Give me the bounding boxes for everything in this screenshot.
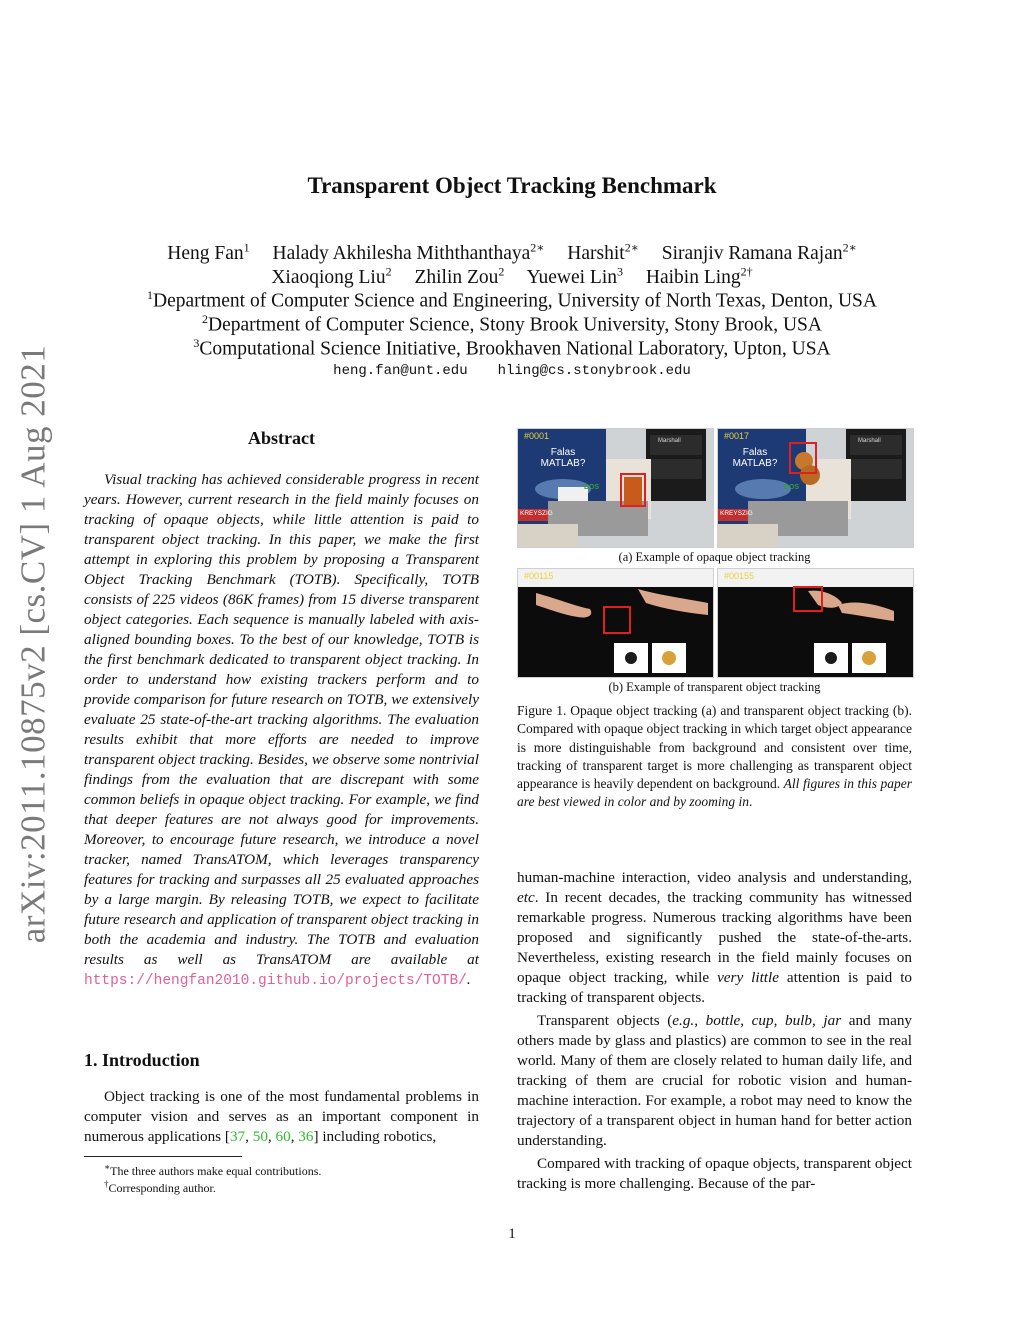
author: Zhilin Zou$^2$ bbox=[414, 264, 505, 288]
section-heading: 1. Introduction bbox=[84, 1050, 200, 1070]
project-link[interactable]: https://hengfan2010.github.io/projects/TOTB/ bbox=[84, 973, 467, 989]
author: Halady Akhilesha Miththanthaya$^{2∗}$ bbox=[272, 240, 545, 264]
arxiv-stamp bbox=[8, 344, 58, 943]
emails bbox=[0, 363, 1024, 379]
scene-text: Marshall bbox=[658, 438, 681, 444]
page-number: 1 bbox=[508, 1226, 516, 1242]
email[interactable]: heng.fan@unt.edu bbox=[333, 363, 468, 379]
citation-link[interactable]: 37 bbox=[229, 1128, 246, 1145]
arxiv-id: arXiv:2011.10875v2 [cs.CV] 1 Aug 2021 bbox=[13, 344, 53, 943]
author: Yuewei Lin$^3$ bbox=[526, 264, 624, 288]
affiliation: $^2$Department of Computer Science, Stony Brook University, Stony Brook, USA bbox=[201, 312, 822, 336]
footnote: †Corresponding author. bbox=[104, 1179, 216, 1195]
frame-id: #00115 bbox=[524, 571, 554, 581]
author: Xiaoqiong Liu$^2$ bbox=[271, 264, 392, 288]
scene-text: Marshall bbox=[858, 438, 881, 444]
citation-link[interactable]: 60 bbox=[275, 1128, 291, 1145]
affiliation: $^1$Department of Computer Science and Engineering, University of North Texas, Denton, USA bbox=[147, 288, 877, 312]
abstract-heading: Abstract bbox=[248, 428, 315, 448]
scene-text: DOS bbox=[784, 484, 800, 491]
figure-caption: Figure 1. Opaque object tracking (a) and transparent object tracking (b). Compared with opaque object tracking in which target object appearance is more distinguishable from background and consistent over time, tracking of transparent target is more challenging as transparent object appearance is heavily dependent on background. All figures in this paper are best viewed in color and by zooming in. bbox=[517, 703, 913, 810]
paper-title: Transparent Object Tracking Benchmark bbox=[307, 173, 717, 198]
scene-text: Falas MATLAB? bbox=[540, 447, 586, 469]
frame-id: #0001 bbox=[524, 431, 550, 441]
email[interactable]: hling@cs.stonybrook.edu bbox=[497, 363, 691, 379]
author: Haibin Ling$^{2\dagger}$ bbox=[645, 264, 753, 288]
opaque-frame-2 bbox=[717, 428, 914, 548]
subfigure-caption: (a) Example of opaque object tracking bbox=[618, 550, 811, 564]
authors-line-2 bbox=[0, 264, 1024, 289]
transparent-frame-1 bbox=[517, 568, 714, 678]
footnote-rule bbox=[84, 1156, 242, 1157]
opaque-frame-1 bbox=[517, 428, 714, 548]
footnote: ∗The three authors make equal contributions. bbox=[104, 1162, 322, 1178]
transparent-scene-illustration bbox=[718, 569, 913, 677]
intro-paragraph: Object tracking is one of the most fundamental problems in computer vision and serves as an important component in numerous applications [37, 50, 60, 36] including robotics, bbox=[84, 1088, 479, 1145]
scene-text: KREYSZIG bbox=[520, 510, 553, 517]
frame-id: #00155 bbox=[724, 571, 755, 581]
transparent-frame-2 bbox=[717, 568, 914, 678]
frame-id: #0017 bbox=[724, 431, 750, 441]
citation-link[interactable]: 36 bbox=[298, 1128, 314, 1145]
authors-line-1 bbox=[0, 240, 1024, 265]
author: Siranjiv Ramana Rajan$^{2∗}$ bbox=[661, 240, 857, 264]
transparent-scene-illustration bbox=[518, 569, 713, 677]
author: Harshit$^{2∗}$ bbox=[567, 240, 639, 264]
citation-link[interactable]: 50 bbox=[252, 1128, 268, 1145]
intro-paragraph: Compared with tracking of opaque objects, transparent object tracking is more challenging. Because of the par- bbox=[517, 1155, 912, 1192]
intro-paragraph: human-machine interaction, video analysis and understanding, etc. In recent decades, the tracking community has witnessed remarkable progress. Numerous tracking algorithms have been proposed and significantly pushed the state-of-the-arts. Nevertheless, existing research in the field mainly focuses on opaque object tracking, while very little attention is paid to tracking of transparent objects. bbox=[517, 869, 913, 1006]
abstract-body: Visual tracking has achieved considerable progress in recent years. However, current research in the field mainly focuses on tracking of opaque objects, while little attention is paid to transparent object tracking. In this paper, we make the first attempt in exploring this problem by proposing a Transparent Object Tracking Benchmark (TOTB). Specifically, TOTB consists of 225 videos (86K frames) from 15 diverse transparent object categories. Each sequence is manually labeled with axis-aligned bounding boxes. To the best of our knowledge, TOTB is the first benchmark dedicated to transparent object tracking. In order to understand how existing trackers perform and to provide comparison for future research on TOTB, we extensively evaluate 25 state-of-the-art tracking algorithms. The evaluation results exhibit that more efforts are needed to improve transparent object tracking. Besides, we observe some nontrivial findings from the evaluation that are discrepant with some common beliefs in opaque object tracking. For example, we find that deeper features are not always good for improvements. Moreover, to encourage future research, we introduce a novel tracker, named TransATOM, which leverages transparency features for tracking and surpasses all 25 evaluated approaches by a large margin. By releasing TOTB, we expect to facilitate future research and application of transparent object tracking in both the academia and industry. The TOTB and evaluation results as well as TransATOM are available at https://hengfan2010.github.io/projects/TOTB/. bbox=[84, 471, 479, 989]
intro-paragraph: Transparent objects (e.g., bottle, cup, bulb, jar and many others made by glass and plastics) are common to see in the real world. Many of them are closely related to human daily life, and tracking of them are crucial for robotic vision and human-machine interaction. For example, a robot may need to know the trajectory of a transparent object in human hand for better action understanding. bbox=[517, 1012, 913, 1149]
subfigure-caption: (b) Example of transparent object tracking bbox=[608, 680, 821, 694]
scene-text: DOS bbox=[584, 484, 600, 491]
author: Heng Fan$^1$ bbox=[167, 240, 250, 264]
scene-text: Falas MATLAB? bbox=[732, 447, 778, 469]
affiliation: $^3$Computational Science Initiative, Brookhaven National Laboratory, Upton, USA bbox=[193, 336, 831, 360]
scene-text: KREYSZIG bbox=[720, 510, 753, 517]
